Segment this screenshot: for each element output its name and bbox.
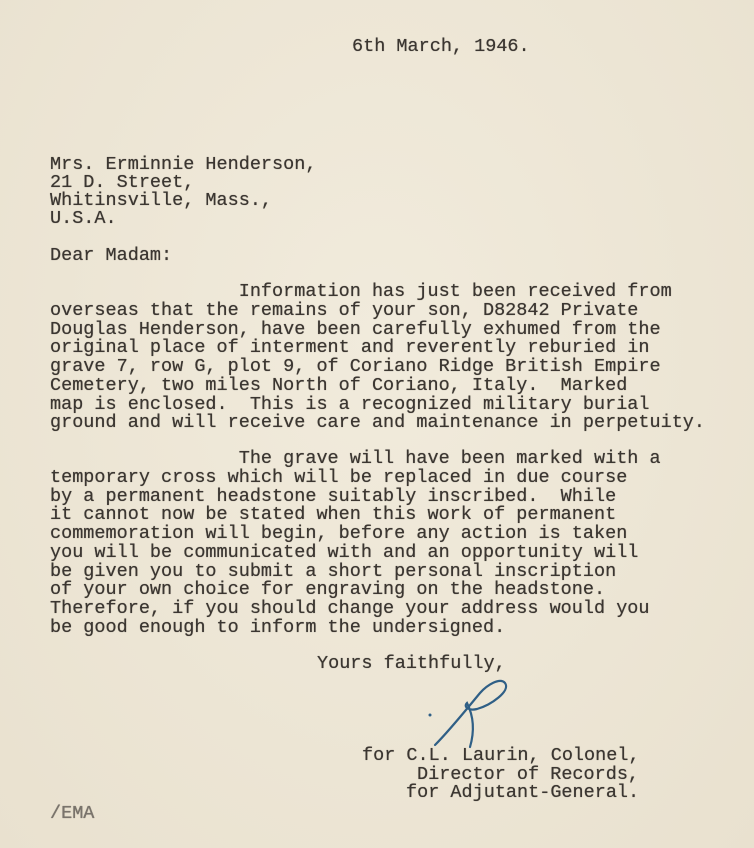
reference-initials: /EMA — [50, 803, 95, 824]
text-line: map is enclosed. This is a recognized military burial — [50, 393, 650, 415]
text-line: it cannot now be stated when this work of permanent — [50, 504, 617, 526]
text-line: be good enough to inform the undersigned. — [50, 616, 506, 638]
address-line: Mrs. Erminnie Henderson, — [50, 153, 317, 175]
salutation: Dear Madam: — [50, 244, 173, 266]
signature-line: for C.L. Laurin, Colonel, — [362, 744, 640, 766]
recipient-address — [50, 153, 754, 229]
text-line: overseas that the remains of your son, D82842 Private — [50, 300, 639, 322]
text-line: be given you to submit a short personal inscription — [50, 560, 617, 582]
signature-block — [362, 744, 754, 804]
text-line: commemoration will begin, before any action is taken — [50, 523, 628, 545]
paragraph-1 — [50, 283, 754, 433]
text-line: Information has just been received from — [50, 281, 672, 303]
signature-line: for Adjutant-General. — [406, 782, 640, 804]
address-line: U.S.A. — [50, 207, 117, 229]
text-line: Douglas Henderson, have been carefully exhumed from the — [50, 318, 661, 340]
text-line: The grave will have been marked with a — [50, 448, 661, 470]
text-line: grave 7, row G, plot 9, of Coriano Ridge British Empire — [50, 356, 661, 378]
text-line: you will be communicated with and an opportunity will — [50, 541, 639, 563]
text-line: Cemetery, two miles North of Coriano, Italy. Marked — [50, 374, 628, 396]
text-line: ground and will receive care and maintenance in perpetuity. — [50, 412, 706, 434]
address-line: 21 D. Street, — [50, 171, 195, 193]
closing: Yours faithfully, — [317, 653, 506, 675]
text-line: Therefore, if you should change your address would you — [50, 597, 650, 619]
text-line: by a permanent headstone suitably inscribed. While — [50, 485, 617, 507]
letter-date: 6th March, 1946. — [352, 36, 530, 57]
text-line: temporary cross which will be replaced in due course — [50, 467, 628, 489]
paragraph-2 — [50, 450, 754, 637]
text-line: original place of interment and reverently reburied in — [50, 337, 650, 359]
address-line: Whitinsville, Mass., — [50, 189, 273, 211]
text-line: of your own choice for engraving on the headstone. — [50, 579, 606, 601]
signature-line: Director of Records, — [417, 763, 640, 785]
